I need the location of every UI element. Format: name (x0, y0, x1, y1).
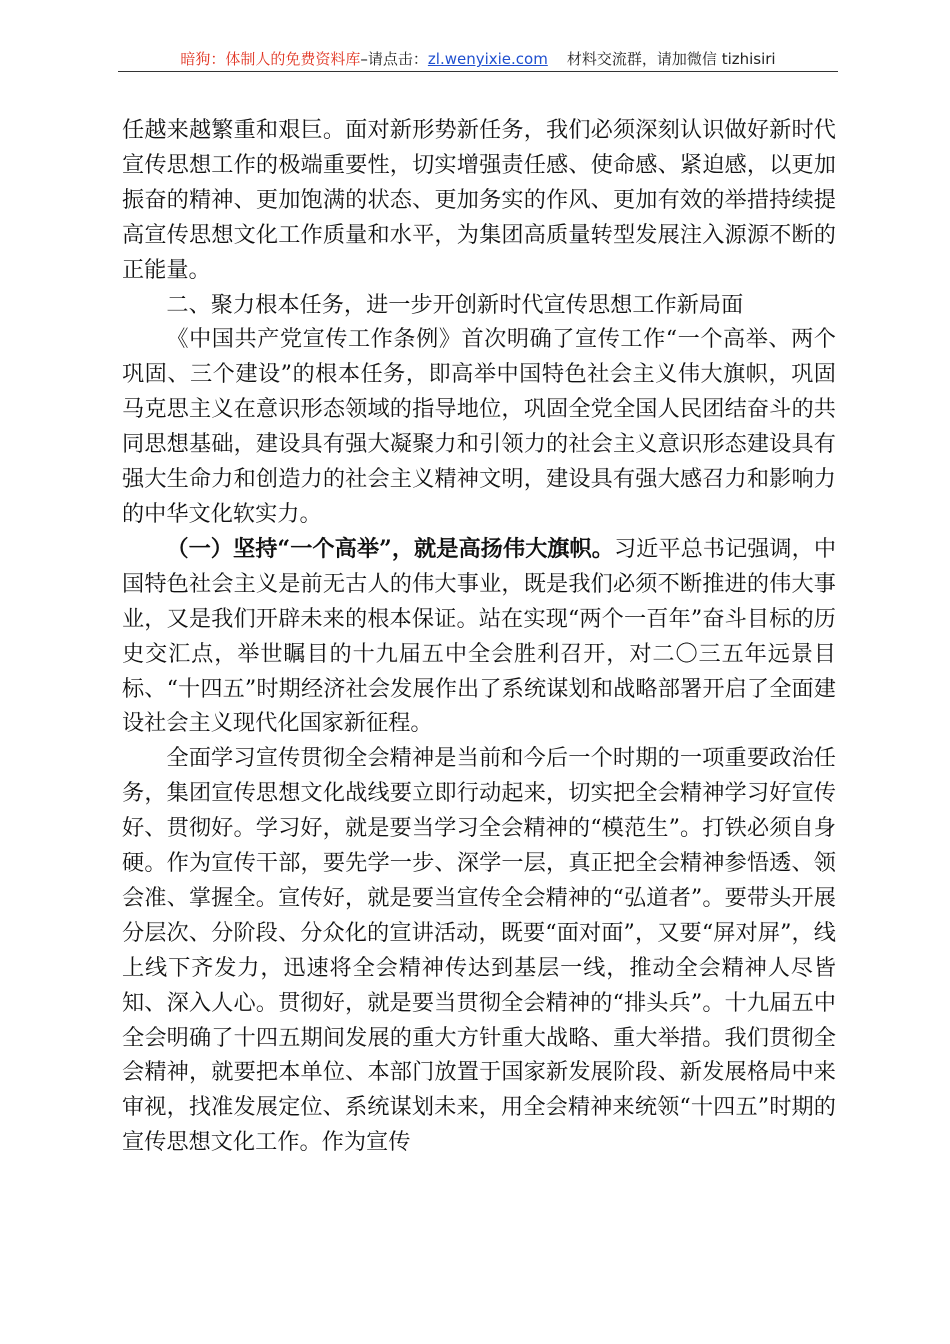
paragraph-continuation: 任越来越繁重和艰巨。面对新形势新任务，我们必须深刻认识做好新时代宣传思想工作的极端重要性，切实增强责任感、使命感、紧迫感，以更加振奋的精神、更加饱满的状态、更加务实的作风、更加有效的举措持续提高宣传思想文化工作质量和水平，为集团高质量转型发展注入源源不断的正能量。 (122, 117, 836, 283)
header-wechat-note (548, 50, 776, 68)
paragraph-regulation: 《中国共产党宣传工作条例》首次明确了宣传工作“一个高举、两个巩固、三个建设”的根本任务，即高举中国特色社会主义伟大旗帜，巩固马克思主义在意识形态领域的指导地位，巩固全党全国人民团结奋斗的共同思想基础，建设具有强大凝聚力和引领力的社会主义意识形态建设具有强大生命力和创造力的社会主义精神文明，建设具有强大感召力和影响力的中华文化软实力。 (122, 326, 836, 527)
subsection-1-title: （一）坚持“一个高举”，就是高扬伟大旗帜。 (166, 535, 614, 562)
page-header (118, 48, 838, 70)
subsection-1-text: 习近平总书记强调，中国特色社会主义是前无古人的伟大事业，既是我们必须不断推进的伟大事业，又是我们开辟未来的根本保证。站在实现“两个一百年”奋斗目标的历史交汇点，举世瞩目的十九届五中全会胜利召开，对二〇三五年远景目标、“十四五”时期经济社会发展作出了系统谋划和战略部署开启了全面建设社会主义现代化国家新征程。 (122, 535, 837, 737)
paragraph-subsection-1 (122, 532, 836, 741)
header-brand: 暗狗：体制人的免费资料库 (180, 50, 361, 68)
header-click-prompt: –请点击： (360, 50, 428, 68)
header-url-link[interactable]: zl.wenyixie.com (427, 50, 548, 68)
document-body (122, 113, 836, 1160)
header-wechat-text: 材料交流群，请加微信 tizhisiri (566, 50, 776, 68)
header-divider (118, 71, 838, 72)
paragraph-study-spirit: 全面学习宣传贯彻全会精神是当前和今后一个时期的一项重要政治任务，集团宣传思想文化战线要立即行动起来，切实把全会精神学习好宣传好、贯彻好。学习好，就是要当学习全会精神的“模范生”。打铁必须自身硬。作为宣传干部，要先学一步、深学一层，真正把全会精神参悟透、领会准、掌握全。宣传好，就是要当宣传全会精神的“弘道者”。要带头开展分层次、分阶段、分众化的宣讲活动，既要“面对面”，又要“屏对屏”，线上线下齐发力，迅速将全会精神传达到基层一线，推动全会精神人尽皆知、深入人心。贯彻好，就是要当贯彻全会精神的“排头兵”。十九届五中全会明确了十四五期间发展的重大方针重大战略、重大举措。我们贯彻全会精神，就要把本单位、本部门放置于国家新发展阶段、新发展格局中来审视，找准发展定位、系统谋划未来，用全会精神来统领“十四五”时期的宣传思想文化工作。作为宣传 (122, 745, 836, 1156)
section-heading-2: 二、聚力根本任务，进一步开创新时代宣传思想工作新局面 (166, 291, 744, 318)
